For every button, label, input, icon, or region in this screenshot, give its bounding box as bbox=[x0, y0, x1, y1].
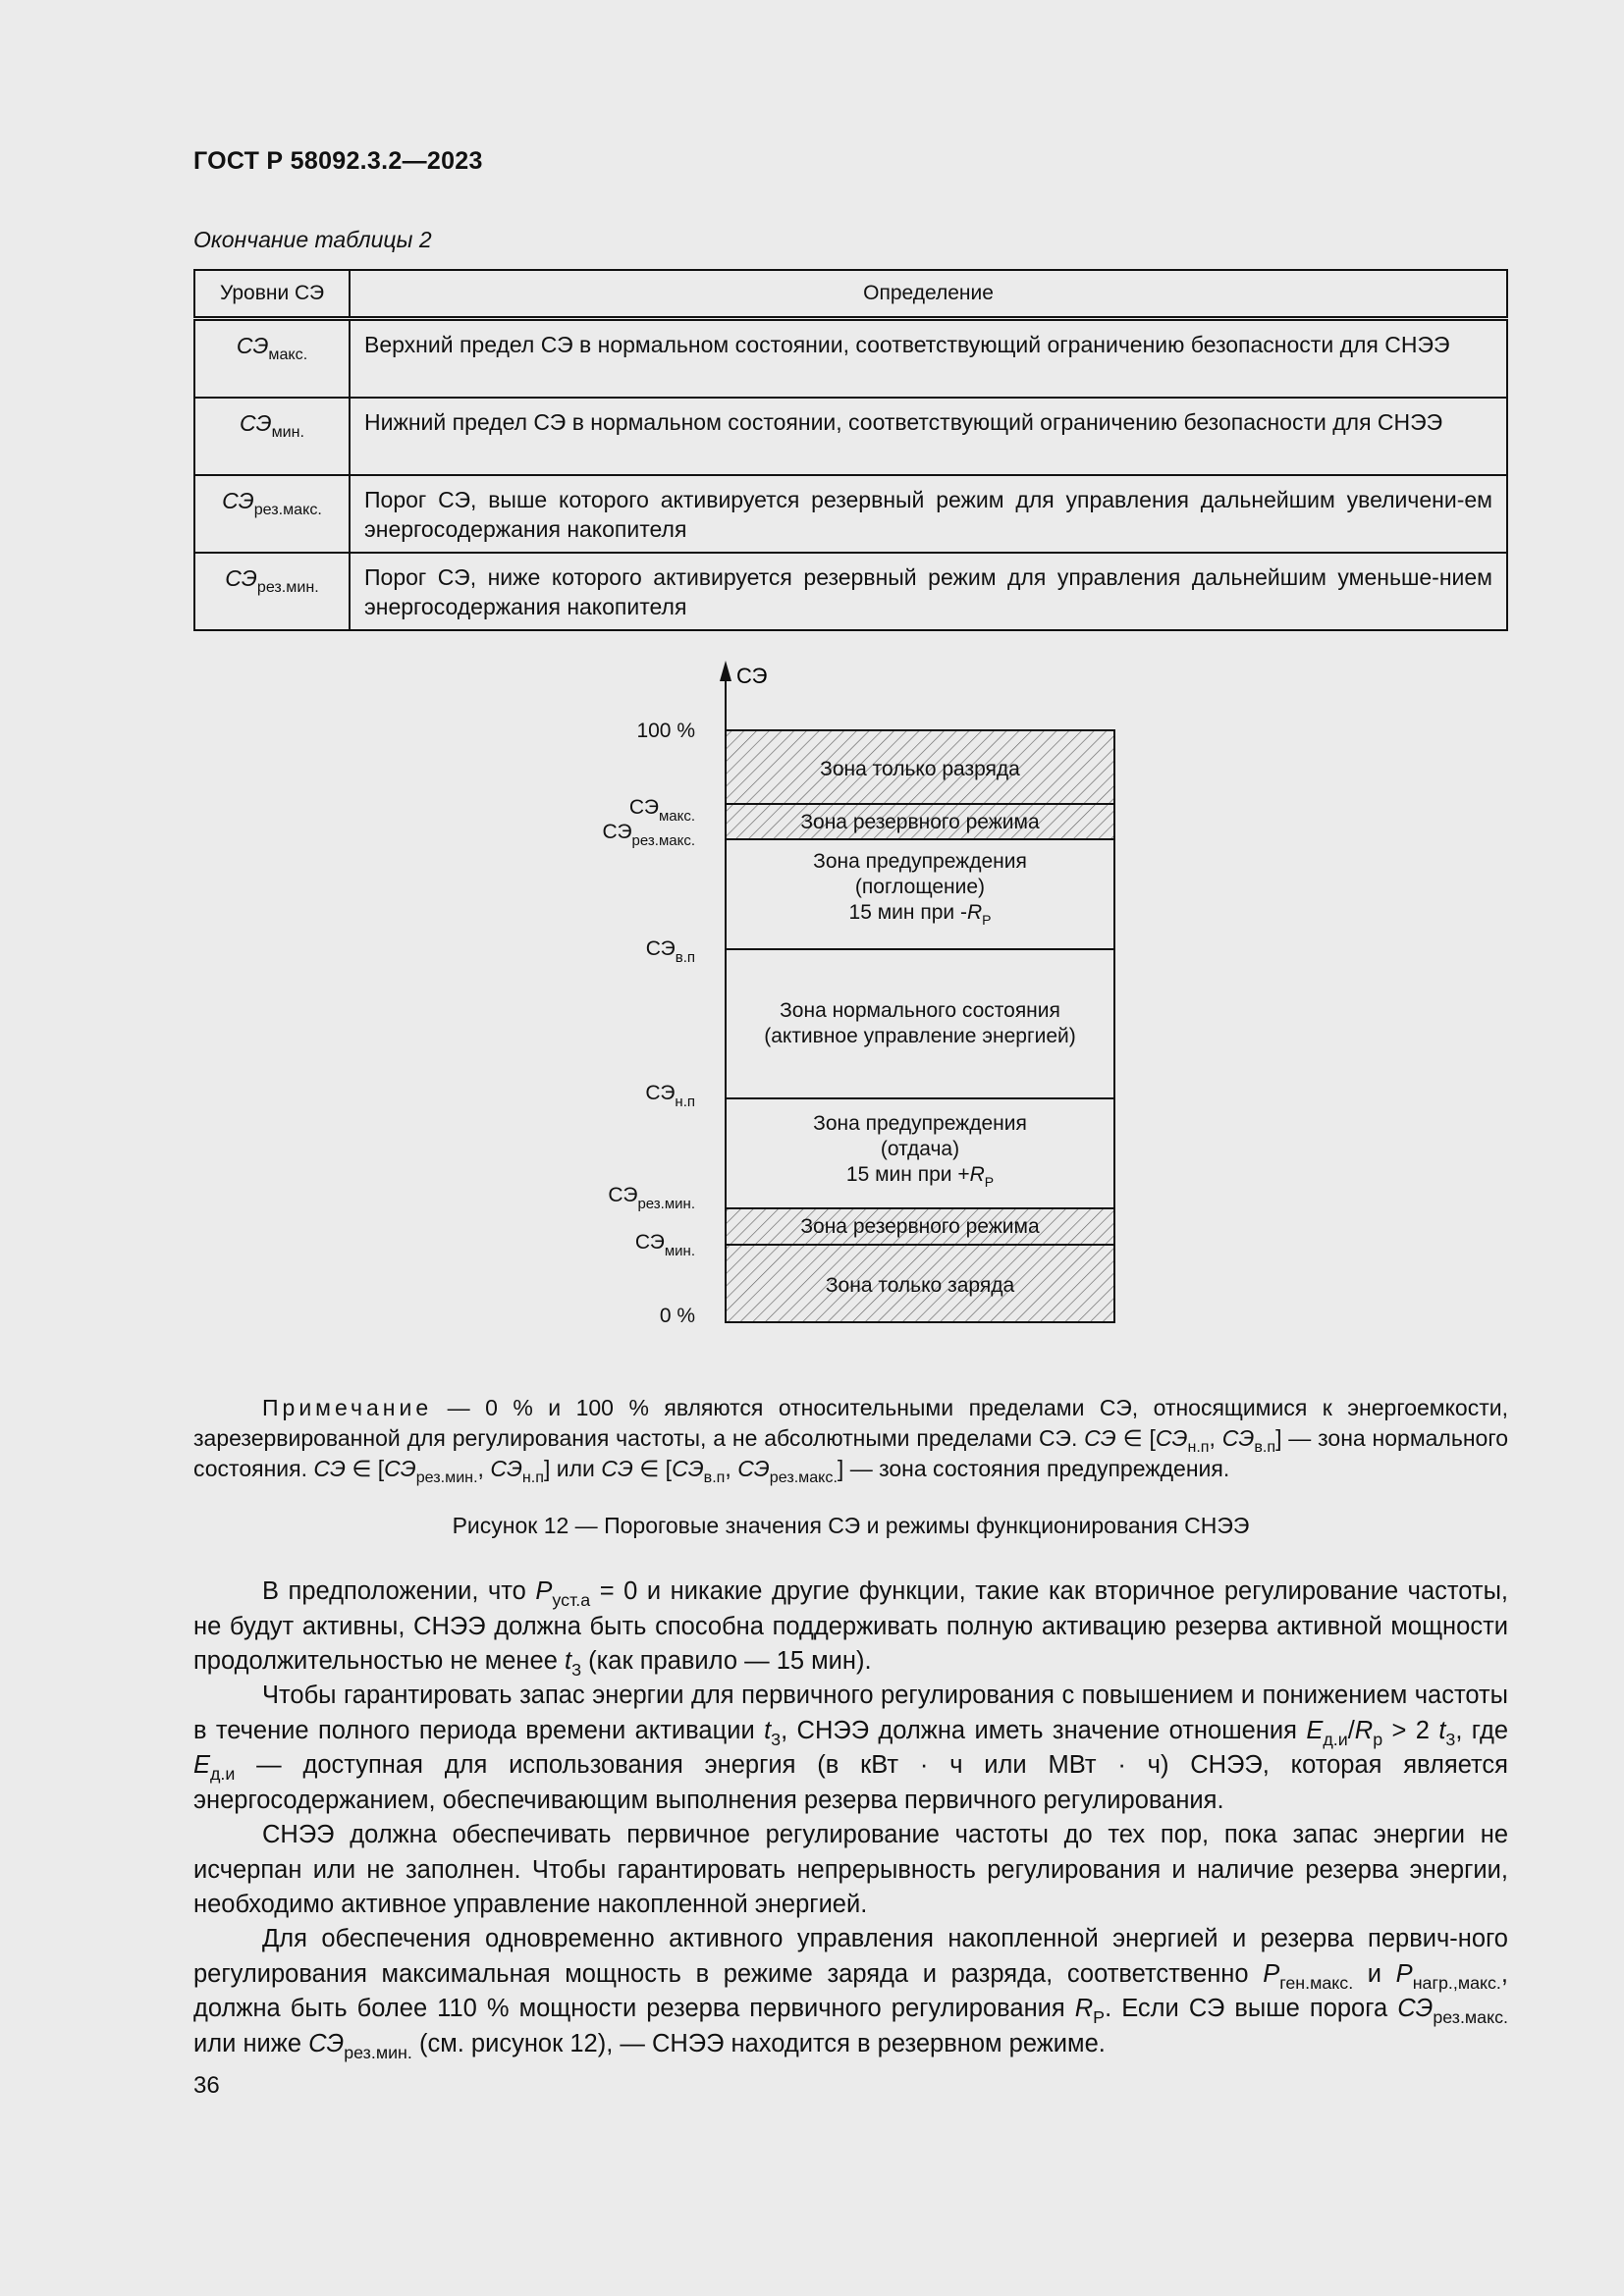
symbol-subscript: мин. bbox=[271, 423, 304, 442]
zone-label: Зона только заряда bbox=[825, 1274, 1015, 1297]
column-header-levels: Уровни СЭ bbox=[194, 270, 350, 319]
level-label-np: $СЭ_{н.п}$ bbox=[645, 1082, 695, 1110]
level-label-0: 0 % bbox=[659, 1305, 695, 1327]
level-label-100: 100 % bbox=[636, 720, 695, 742]
body-paragraph: Чтобы гарантировать запас энергии для первичного регулирования с повышением и понижением частоты в течение полного периода времени активации $t_3$, СНЭЭ должна иметь значение отношения $E_{д.и}/R_p > 2$ $t_3$, где $E_{д.и}$ — доступная для использования энергия (в кВт · ч или МВт · ч) СНЭЭ, которая является энергосодержанием, обеспечивающим выполнения резерва первичного регулирования. bbox=[193, 1682, 1509, 1814]
axis-label: СЭ bbox=[736, 664, 768, 688]
table-caption: Окончание таблицы 2 bbox=[193, 227, 432, 252]
zone-label: 15 мин при $+R_P$ bbox=[845, 1163, 995, 1190]
zone-label: Зона резервного режима bbox=[800, 1215, 1040, 1238]
body-paragraph: В предположении, что $P_{уст.а} = 0$ и никакие другие функции, такие как вторичное регулирование частоты, не будут активны, СНЭЭ должна быть способна поддерживать полную активацию резерва активной мощности продолжительностью не менее $t_3$ (как правило — 15 мин). bbox=[193, 1577, 1509, 1680]
zone-label: Зона только разряда bbox=[820, 758, 1020, 780]
symbol-base: СЭ bbox=[222, 488, 254, 513]
zone-label: (активное управление энергией) bbox=[764, 1025, 1076, 1047]
axis-arrow-icon bbox=[720, 661, 731, 681]
note-label: Примечание bbox=[262, 1395, 433, 1420]
level-label-vp: $СЭ_{в.п}$ bbox=[645, 937, 695, 966]
zone-normal bbox=[726, 949, 1114, 1098]
symbol-subscript: макс. bbox=[268, 346, 308, 364]
zone-label: 15 мин при $-R_P$ bbox=[848, 901, 992, 928]
level-label-min: $СЭ_{мин.}$ bbox=[634, 1231, 695, 1259]
level-label-resmax: $СЭ_{рез.макс.}$ bbox=[602, 821, 695, 849]
level-definition: Порог СЭ, выше которого активируется резервный режим для управления дальнейшим увеличени-ем энергосодержания накопителя bbox=[350, 475, 1507, 553]
figure-note: Примечание — 0 % и 100 % являются относительными пределами СЭ, относящимися к энергоемкости, зарезервированной для регулирования частоты, а не абсолютными пределами СЭ. СЭ ∈ [$СЭ_{н.п}$, $СЭ_{в.п}$] — зона нормального состояния. СЭ ∈ [$СЭ_{рез.мин.}$, $СЭ_{н.п}$] или СЭ ∈ [$СЭ_{в.п}$, $СЭ_{рез.макс.}$] — зона состояния предупреждения. bbox=[193, 1395, 1509, 1487]
level-label-resmin: $СЭ_{рез.мин.}$ bbox=[608, 1184, 695, 1212]
document-header: ГОСТ Р 58092.3.2—2023 bbox=[193, 147, 483, 175]
symbol-base: СЭ bbox=[240, 410, 272, 436]
level-definition: Нижний предел СЭ в нормальном состоянии, соответствующий ограничению безопасности для СНЭЭ bbox=[350, 398, 1507, 475]
zone-label: (поглощение) bbox=[854, 876, 986, 898]
level-label-max: $СЭ_{макс.}$ bbox=[628, 796, 695, 825]
symbol-subscript: рез.макс. bbox=[253, 501, 322, 519]
level-definition: Порог СЭ, ниже которого активируется резервный режим для управления дальнейшим уменьше-нием энергосодержания накопителя bbox=[350, 553, 1507, 630]
level-definition: Верхний предел СЭ в нормальном состоянии, соответствующий ограничению безопасности для СНЭЭ bbox=[350, 319, 1507, 399]
zone-label: Зона предупреждения bbox=[813, 850, 1027, 873]
symbol-base: СЭ bbox=[236, 333, 269, 358]
symbol-base: СЭ bbox=[225, 565, 257, 591]
zone-label: (отдача) bbox=[880, 1138, 960, 1160]
column-header-definition: Определение bbox=[350, 270, 1507, 319]
body-paragraph: Для обеспечения одновременно активного управления накопленной энергией и резерва первич-ного регулирования максимальная мощность в режиме заряда и разряда, соответственно $P_{ген.макс.}$ и $P_{нагр.,макс.}$, должна быть более 110 % мощности резерва первичного регулирования $R_P$. Если СЭ выше порога $СЭ_{рез.макс.}$ или ниже $СЭ_{рез.мин.}$ (см. рисунок 12), — СНЭЭ находится в резервном режиме. bbox=[193, 1925, 1508, 2062]
zone-label: Зона нормального состояния bbox=[780, 999, 1060, 1022]
zone-label: Зона резервного режима bbox=[800, 811, 1040, 833]
symbol-subscript: рез.мин. bbox=[256, 578, 319, 597]
page-number: 36 bbox=[193, 2072, 220, 2099]
figure-caption: Рисунок 12 — Пороговые значения СЭ и режимы функционирования СНЭЭ bbox=[452, 1513, 1250, 1538]
zone-label: Зона предупреждения bbox=[813, 1112, 1027, 1135]
body-paragraph: СНЭЭ должна обеспечивать первичное регулирование частоты до тех пор, пока запас энергии не исчерпан или не заполнен. Чтобы гарантировать непрерывность регулирования и наличие резерва энергии, необходимо активное управление накопленной энергией. bbox=[193, 1821, 1508, 1918]
